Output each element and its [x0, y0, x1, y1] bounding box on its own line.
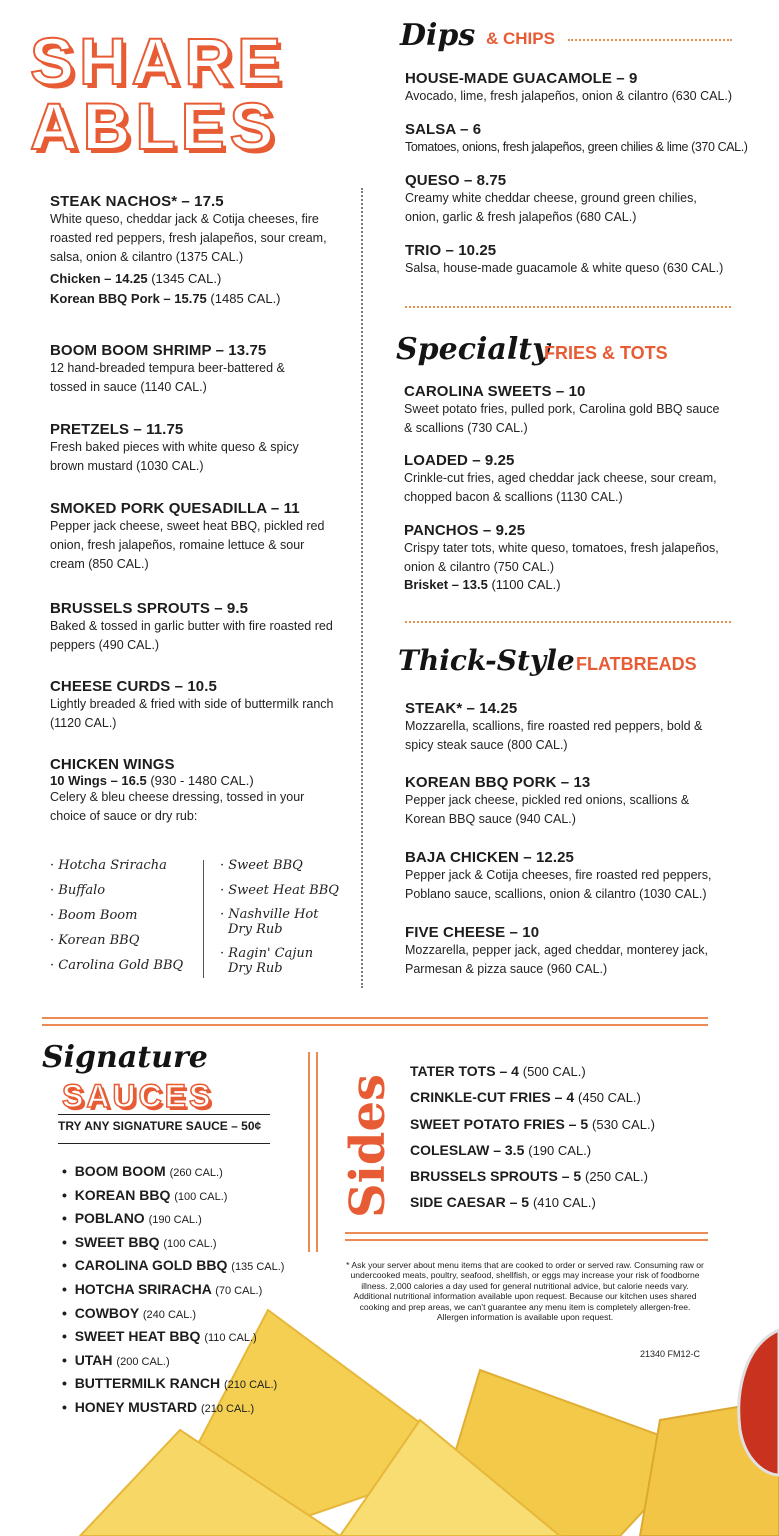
item-title: BAJA CHICKEN – 12.25 — [405, 849, 574, 866]
item-desc: Baked & tossed in garlic butter with fire roasted red peppers (490 CAL.) — [50, 619, 333, 652]
item-desc: Tomatoes, onions, fresh jalapeños, green chilies & lime (370 CAL.) — [405, 140, 748, 154]
item-title: BRUSSELS SPROUTS – 9.5 — [50, 600, 249, 617]
wing-flavors-left: · Hotcha Sriracha · Buffalo · Boom Boom · Korean BBQ · Carolina Gold BBQ — [50, 858, 184, 973]
sauce-name: BUTTERMILK RANCH — [74, 1375, 221, 1392]
side-cal: (250 CAL.) — [585, 1169, 648, 1185]
flatbreads-script-title: Thick-Style — [398, 644, 575, 677]
fries-bottom-dotline — [405, 621, 731, 623]
sauces-title: SAUCES — [62, 1078, 214, 1114]
item-title: FIVE CHEESE – 10 — [405, 924, 540, 941]
addon-chicken-label: Chicken – 14.25 — [50, 271, 148, 286]
sauce-name: KOREAN BBQ — [74, 1186, 171, 1203]
item-desc: Mozzarella, pepper jack, aged cheddar, monterey jack, Parmesan & pizza sauce (960 CAL.) — [405, 943, 708, 976]
item-desc: Pepper jack & Cotija cheeses, fire roasted red peppers, Poblano sauce, scallions, onion & cilantro (1030 CAL.) — [405, 868, 712, 901]
item-guacamole — [405, 70, 735, 106]
item-queso — [405, 172, 725, 227]
item-pretzels — [50, 421, 320, 476]
item-steak-flatbread — [405, 700, 730, 755]
dips-dotline — [568, 39, 732, 41]
item-cheese-curds — [50, 678, 340, 733]
sauce-cal: (210 CAL.) — [224, 1379, 278, 1392]
item-title: TRIO – 10.25 — [405, 242, 497, 259]
side-item — [410, 1194, 655, 1220]
wing-flavor: Ragin' Cajun — [228, 946, 314, 961]
item-desc: Pepper jack cheese, sweet heat BBQ, pickled red onion, fresh jalapeños, romaine lettuce & sour cream (850 CAL.) — [50, 519, 325, 571]
item-desc: Fresh baked pieces with white queso & spicy brown mustard (1030 CAL.) — [50, 440, 299, 473]
sauce-item: • HONEY MUSTARD (210 CAL.) — [62, 1398, 255, 1415]
sauce-name: UTAH — [74, 1351, 113, 1368]
side-cal: (530 CAL.) — [592, 1116, 655, 1132]
fries-script-title: Specialty — [396, 332, 550, 367]
sauces-subtitle: TRY ANY SIGNATURE SAUCE – 50¢ — [58, 1119, 262, 1133]
wing-flavor: Buffalo — [58, 883, 106, 898]
shareables-title-line2: ABLES — [30, 89, 279, 163]
side-name: SWEET POTATO FRIES – 5 — [410, 1115, 589, 1132]
side-cal: (500 CAL.) — [522, 1064, 586, 1079]
item-desc: Sweet potato fries, pulled pork, Carolina gold BBQ sauce & scallions (730 CAL.) — [404, 402, 720, 435]
item-title: STEAK* – 14.25 — [405, 700, 518, 717]
sauce-item: • SWEET HEAT BBQ (110 CAL.) — [62, 1328, 257, 1345]
sauce-item: • UTAH (200 CAL.) — [62, 1351, 170, 1368]
wing-flavor: Sweet Heat BBQ — [228, 883, 339, 898]
sauce-item: • KOREAN BBQ (100 CAL.) — [62, 1186, 228, 1203]
sauce-name: HONEY MUSTARD — [74, 1398, 198, 1415]
addon-chicken-cal: (1345 CAL.) — [151, 271, 222, 286]
sauce-cal: (210 CAL.) — [200, 1402, 255, 1415]
item-desc: Lightly breaded & fried with side of buttermilk ranch (1120 CAL.) — [50, 697, 334, 730]
item-salsa — [405, 121, 748, 157]
sauce-item: • POBLANO (190 CAL.) — [62, 1210, 202, 1227]
fries-header — [396, 332, 736, 376]
addon-brisket-label: Brisket – 13.5 — [404, 577, 488, 592]
wings-sub-label: 10 Wings – 16.5 — [50, 773, 147, 788]
sauce-cal: (200 CAL.) — [116, 1355, 170, 1368]
shareables-title-line1: SHARE — [30, 24, 287, 98]
sauce-cal: (100 CAL.) — [163, 1237, 217, 1250]
item-desc: 12 hand-breaded tempura beer-battered & tossed in sauce (1140 CAL.) — [50, 361, 285, 394]
item-korean-bbq-pork-flatbread — [405, 774, 730, 829]
side-item — [410, 1063, 655, 1089]
wing-flavor: Carolina Gold BBQ — [58, 958, 184, 973]
sauce-cal: (190 CAL.) — [148, 1214, 202, 1227]
dips-bottom-dotline — [405, 306, 731, 308]
flatbreads-header — [398, 644, 738, 688]
wing-flavor: Korean BBQ — [58, 933, 140, 948]
wing-flavor: Nashville Hot — [228, 907, 319, 922]
side-item — [410, 1168, 655, 1194]
side-name: COLESLAW – 3.5 — [410, 1141, 525, 1158]
sauce-cal: (135 CAL.) — [231, 1261, 285, 1274]
wing-flavors-right: · Sweet BBQ · Sweet Heat BBQ · Nashville Hot Dry Rub · Ragin' Cajun Dry Rub — [220, 858, 339, 976]
item-title: SALSA – 6 — [405, 121, 482, 138]
wing-flavors-divider — [203, 860, 204, 978]
sauce-name: BOOM BOOM — [74, 1163, 166, 1179]
item-desc: Avocado, lime, fresh jalapeños, onion & cilantro (630 CAL.) — [405, 89, 733, 103]
wing-flavor: Dry Rub — [228, 961, 283, 976]
side-cal: (450 CAL.) — [578, 1090, 641, 1106]
sauce-cal: (110 CAL.) — [204, 1332, 257, 1345]
sauces-list — [62, 1163, 284, 1423]
item-boom-boom-shrimp — [50, 342, 310, 397]
sauces-sides-divider-a — [308, 1052, 310, 1252]
column-divider — [361, 188, 363, 988]
side-item — [410, 1142, 655, 1168]
sauce-item: • BOOM BOOM (260 CAL.) — [62, 1163, 223, 1179]
item-title: QUESO – 8.75 — [405, 172, 507, 189]
item-title: CHEESE CURDS – 10.5 — [50, 678, 217, 695]
item-title: LOADED – 9.25 — [404, 452, 515, 469]
addon-korean-cal: (1485 CAL.) — [210, 291, 281, 306]
item-desc: Pepper jack cheese, pickled red onions, scallions & Korean BBQ sauce (940 CAL.) — [405, 793, 690, 826]
side-name: TATER TOTS – 4 — [410, 1063, 519, 1079]
sauce-name: CAROLINA GOLD BBQ — [74, 1257, 228, 1274]
item-title: PRETZELS – 11.75 — [50, 421, 184, 438]
item-desc: Crispy tater tots, white queso, tomatoes, fresh jalapeños, onion & cilantro (750 CAL.) — [404, 541, 719, 574]
side-cal: (190 CAL.) — [528, 1142, 592, 1158]
item-desc: White queso, cheddar jack & Cotija cheeses, fire roasted red peppers, fresh jalapeños, sour cream, salsa, onion & cilantro (1375 CAL.) — [50, 212, 327, 264]
item-loaded — [404, 452, 724, 507]
flatbreads-accent-title: FLATBREADS — [576, 654, 697, 674]
item-desc: Mozzarella, scallions, fire roasted red peppers, bold & spicy steak sauce (800 CAL.) — [405, 719, 703, 752]
wings-sub-cal: (930 - 1480 CAL.) — [150, 773, 254, 788]
item-desc: Salsa, house-made guacamole & white queso (630 CAL.) — [405, 261, 724, 275]
dips-header — [400, 18, 735, 58]
side-name: SIDE CAESAR – 5 — [410, 1194, 530, 1211]
side-item — [410, 1116, 655, 1142]
dips-accent-title: & CHIPS — [486, 29, 555, 48]
sauce-name: POBLANO — [74, 1210, 145, 1227]
menu-code: 21340 FM12-C — [640, 1349, 701, 1359]
item-steak-nachos — [50, 193, 350, 306]
addon-brisket-cal: (1100 CAL.) — [491, 577, 561, 592]
sauce-cal: (240 CAL.) — [142, 1308, 197, 1321]
sides-bottom-rule-b — [345, 1239, 708, 1241]
sauce-item: • COWBOY (240 CAL.) — [62, 1304, 197, 1321]
sauce-cal: (70 CAL.) — [215, 1284, 263, 1297]
sauce-name: HOTCHA SRIRACHA — [74, 1280, 212, 1297]
side-cal: (410 CAL.) — [532, 1195, 596, 1211]
item-title: PANCHOS – 9.25 — [404, 522, 526, 539]
sides-bottom-rule-a — [345, 1232, 708, 1234]
sauce-name: SWEET HEAT BBQ — [74, 1328, 201, 1345]
section-rule-top-a — [42, 1017, 708, 1019]
item-desc: Creamy white cheddar cheese, ground green chilies, onion, garlic & fresh jalapeños (680 CAL.) — [405, 191, 697, 224]
sauce-cal: (100 CAL.) — [174, 1190, 228, 1203]
wing-flavor: Hotcha Sriracha — [58, 858, 167, 873]
fries-accent-title: FRIES & TOTS — [544, 343, 668, 363]
sauces-script-title: Signature — [42, 1040, 208, 1075]
sauce-item: • CAROLINA GOLD BBQ (135 CAL.) — [62, 1257, 285, 1274]
sides-list — [410, 1063, 655, 1221]
side-item — [410, 1089, 655, 1115]
item-title: SMOKED PORK QUESADILLA – 11 — [50, 500, 300, 517]
item-title: CHICKEN WINGS — [50, 756, 175, 773]
allergen-disclaimer: * Ask your server about menu items that are cooked to order or served raw. Consuming raw or undercooked meats, poultry, seafood, shellfish, or eggs may increase your risk of foodborne illness. 2,000 calories a day used for general nutritional advice, but calorie needs vary. Additional nutritional information available upon request. Because our kitchen uses shared cooking and prep areas, we can't guarantee any menu item is completely allergen-free. Allergen information is available upon request. — [346, 1260, 704, 1323]
item-brussels-sprouts — [50, 600, 340, 655]
sauces-sides-divider-b — [316, 1052, 318, 1252]
sauce-item: • SWEET BBQ (100 CAL.) — [62, 1233, 217, 1250]
wing-flavor: Sweet BBQ — [228, 858, 303, 873]
item-trio — [405, 242, 725, 278]
sauce-name: SWEET BBQ — [74, 1233, 160, 1250]
sauce-item: • HOTCHA SRIRACHA (70 CAL.) — [62, 1280, 263, 1297]
item-desc: Crinkle-cut fries, aged cheddar jack cheese, sour cream, chopped bacon & scallions (1130 CAL.) — [404, 471, 717, 504]
sauces-subtitle-rule-bottom — [58, 1143, 270, 1144]
section-rule-top-b — [42, 1024, 708, 1026]
sauce-cal: (260 CAL.) — [169, 1167, 223, 1179]
sauce-item: • BUTTERMILK RANCH (210 CAL.) — [62, 1375, 278, 1392]
item-title: KOREAN BBQ PORK – 13 — [405, 774, 591, 791]
item-title: STEAK NACHOS* – 17.5 — [50, 193, 224, 210]
sauces-subtitle-rule-top — [58, 1114, 270, 1115]
wing-flavor: Boom Boom — [58, 908, 138, 923]
item-desc: Celery & bleu cheese dressing, tossed in your choice of sauce or dry rub: — [50, 790, 305, 823]
item-panchos — [404, 522, 724, 592]
side-name: CRINKLE-CUT FRIES – 4 — [410, 1089, 575, 1106]
item-title: HOUSE-MADE GUACAMOLE – 9 — [405, 70, 638, 87]
addon-korean-label: Korean BBQ Pork – 15.75 — [50, 291, 207, 306]
item-carolina-sweets — [404, 383, 724, 438]
item-chicken-wings — [50, 756, 340, 826]
item-smoked-pork-quesadilla — [50, 500, 340, 574]
item-five-cheese — [405, 924, 730, 979]
dips-script-title: Dips — [400, 18, 476, 53]
sides-title: Sides — [340, 1073, 396, 1218]
wing-flavor: Dry Rub — [228, 922, 283, 937]
sauce-name: COWBOY — [74, 1304, 139, 1321]
item-baja-chicken — [405, 849, 730, 904]
item-title: BOOM BOOM SHRIMP – 13.75 — [50, 342, 267, 359]
side-name: BRUSSELS SPROUTS – 5 — [410, 1168, 582, 1185]
item-title: CAROLINA SWEETS – 10 — [404, 383, 586, 400]
